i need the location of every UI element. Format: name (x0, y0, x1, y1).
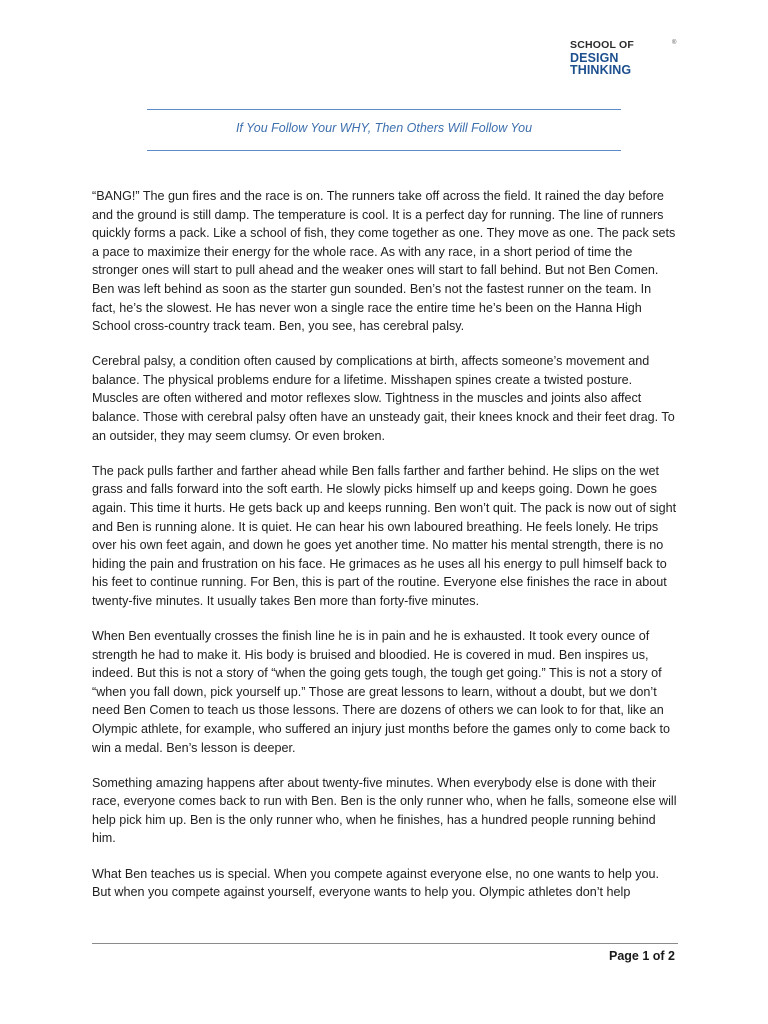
document-body (92, 187, 678, 918)
footer-rule (92, 943, 678, 944)
page-number: Page 1 of 2 (609, 949, 675, 963)
title-rule-bottom (147, 150, 621, 151)
registered-mark: ® (672, 40, 677, 46)
logo-line-1: SCHOOL OF (570, 39, 635, 51)
paragraph-4: When Ben eventually crosses the finish line he is in pain and he is exhausted. It took every ounce of strength he had to make it. His body is bruised and bloodied. He is covered in mud. Ben inspires us, indeed. But this is not a story of “when the going gets tough, the tough get going.” This is not a story of “when you fall down, pick yourself up.” Those are great lessons to learn, without a doubt, but we don’t need Ben Comen to teach us those lessons. There are dozens of others we can look to for that, like an Olympic athlete, for example, who suffered an injury just months before the games only to come back to win a medal. Ben’s lesson is deeper. (92, 628, 670, 755)
paragraph-5: Something amazing happens after about twenty-five minutes. When everybody else is done with their race, everyone comes back to run with Ben. Ben is the only runner who, when he falls, someone else will help pick him up. Ben is the only runner who, when he finishes, has a hundred people running behind him. (92, 775, 677, 846)
logo-line-2: DESIGN THINKING (570, 50, 632, 77)
title-rule-top (147, 109, 621, 110)
document-title: If You Follow Your WHY, Then Others Will Follow You (235, 121, 533, 135)
paragraph-2: Cerebral palsy, a condition often caused by complications at birth, affects someone’s movement and balance. The physical problems endure for a lifetime. Misshapen spines create a twisted posture. Muscles are often withered and motor reflexes slow. Tightness in the muscles and joints also affect balance. Those with cerebral palsy often have an unsteady gait, their knees knock and their feet drag. To an outsider, they may seem clumsy. Or even broken. (92, 354, 675, 443)
paragraph-3: The pack pulls farther and farther ahead while Ben falls farther and farther behind. He slips on the wet grass and falls forward into the soft earth. He slowly picks himself up and keeps going. Down he goes again. This time it hurts. He gets back up and keeps running. Ben won’t quit. The pack is now out of sight and Ben is running alone. It is quiet. He can hear his own laboured breathing. He feels lonely. He trips over his own feet again, and down he goes yet another time. No matter his mental strength, there is no hiding the pain and frustration on his face. He grimaces as he uses all his energy to pull himself back to his feet to continue running. For Ben, this is part of the routine. Everyone else finishes the race in about twenty-five minutes. It usually takes Ben more than forty-five minutes. (92, 463, 677, 608)
school-of-design-thinking-logo (570, 40, 680, 77)
paragraph-1: “BANG!” The gun fires and the race is on. The runners take off across the field. It rained the day before and the ground is still damp. The temperature is cool. It is a perfect day for running. The line of runners quickly forms a pack. Like a school of fish, they come together as one. They move as one. The pack sets a pace to maximize their energy for the whole race. As with any race, in a short period of time the stronger ones will start to pull ahead and the weaker ones will start to fall behind. But not Ben Comen. Ben was left behind as soon as the starter gun sounded. Ben’s not the fastest runner on the team. In fact, he’s the slowest. He has never won a single race the entire time he’s been on the Hanna High School cross-country track team. Ben, you see, has cerebral palsy. (92, 189, 676, 334)
paragraph-6: What Ben teaches us is special. When you compete against everyone else, no one wants to help you. But when you compete against yourself, everyone wants to help you. Olympic athletes don’t help (92, 866, 660, 900)
